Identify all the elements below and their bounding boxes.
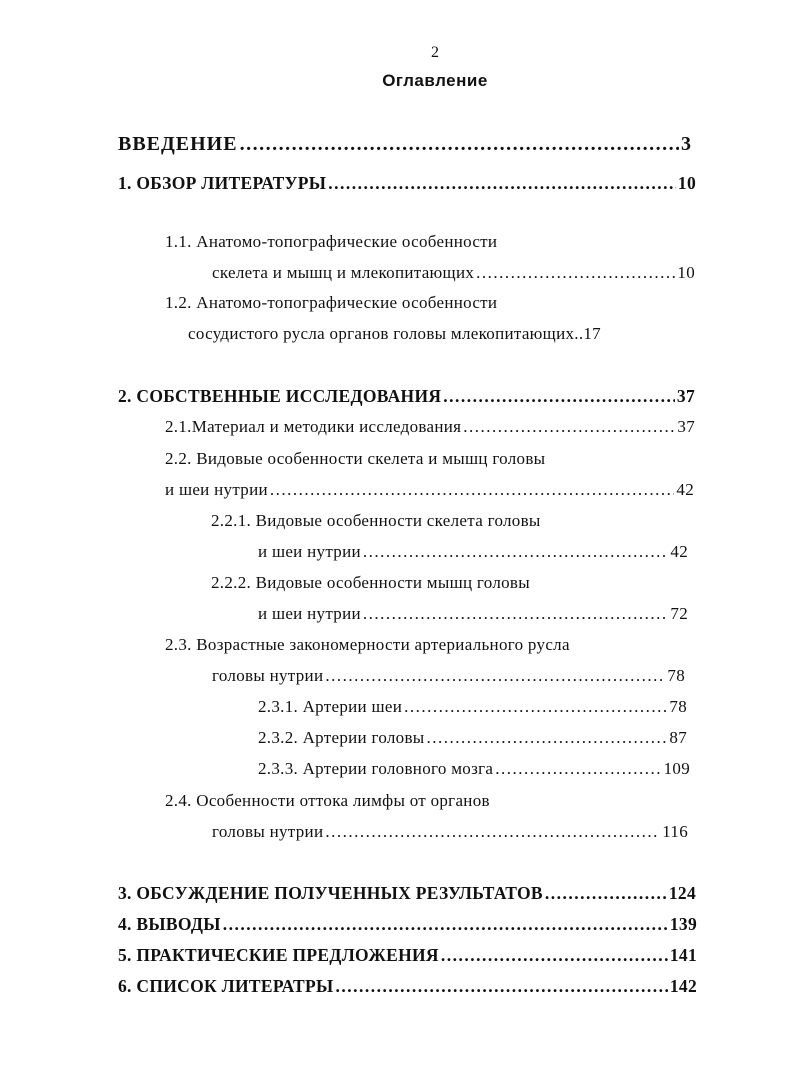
toc-page: 87 — [669, 728, 687, 747]
leader-dots — [223, 913, 668, 935]
toc-label: скелета и мышц и млекопитающих — [212, 263, 475, 282]
toc-label: 3. ОБСУЖДЕНИЕ ПОЛУЧЕННЫХ РЕЗУЛЬТАТОВ — [118, 883, 543, 903]
leader-dots — [404, 696, 667, 718]
toc-entry-introduction[interactable] — [118, 133, 692, 155]
toc-entry-2-2-line1: 2.2. Видовые особенности скелета и мышц головы — [165, 449, 546, 468]
toc-label: и шеи нутрии — [165, 480, 268, 499]
toc-label: и шеи нутрии — [258, 604, 361, 623]
page-title: Оглавление — [382, 71, 488, 90]
toc-entry-2-2-2-line1: 2.2.2. Видовые особенности мышц головы — [211, 573, 530, 592]
leader-dots — [441, 944, 668, 966]
toc-label: и шеи нутрии — [258, 542, 361, 561]
toc-page: 42 — [670, 542, 688, 561]
toc-entry-2-3-3[interactable] — [258, 758, 690, 780]
toc-entry-2-2[interactable] — [165, 479, 694, 501]
toc-page: 10 — [677, 263, 695, 282]
leader-dots — [476, 262, 675, 284]
toc-page: 78 — [667, 666, 685, 685]
toc-entry-chapter-2[interactable] — [118, 385, 695, 407]
toc-entry-2-3-2[interactable] — [258, 727, 687, 749]
toc-page: 116 — [662, 822, 688, 841]
toc-page: 37 — [677, 417, 695, 436]
toc-entry-1-1[interactable] — [212, 262, 695, 284]
leader-dots — [240, 133, 679, 155]
page-number: 2 — [431, 44, 439, 61]
toc-page: 141 — [669, 945, 697, 965]
toc-label: 2.3.1. Артерии шеи — [258, 697, 403, 716]
toc-page: 109 — [663, 759, 690, 778]
toc-entry-2-3[interactable] — [212, 665, 685, 687]
toc-page: 72 — [670, 604, 688, 623]
toc-label: 2. СОБСТВЕННЫЕ ИССЛЕДОВАНИЯ — [118, 386, 442, 406]
leader-dots — [325, 665, 665, 687]
toc-entry-1-2[interactable]: сосудистого русла органов головы млекопитающих..17 — [188, 324, 601, 343]
toc-label: 2.3.3. Артерии головного мозга — [258, 759, 494, 778]
leader-dots — [363, 541, 669, 563]
toc-page: 42 — [676, 480, 694, 499]
toc-entry-chapter-6[interactable] — [118, 975, 697, 997]
leader-dots — [328, 172, 676, 194]
toc-page: 124 — [668, 883, 696, 903]
toc-entry-2-2-1[interactable] — [258, 541, 688, 563]
toc-entry-2-3-1[interactable] — [258, 696, 687, 718]
toc-page: 139 — [669, 914, 697, 934]
leader-dots — [335, 975, 667, 997]
toc-entry-2-1[interactable] — [165, 416, 695, 438]
leader-dots — [463, 416, 675, 438]
toc-label: головы нутрии — [212, 666, 324, 685]
toc-label: 4. ВЫВОДЫ — [118, 914, 221, 934]
toc-page: 78 — [669, 697, 687, 716]
toc-entry-2-2-1-line1: 2.2.1. Видовые особенности скелета головы — [211, 511, 541, 530]
toc-page: 3 — [681, 133, 692, 155]
toc-entry-2-2-2[interactable] — [258, 603, 688, 625]
toc-label: 2.1.Материал и методики исследования — [165, 417, 462, 436]
toc-page: 37 — [676, 386, 695, 406]
toc-label: 5. ПРАКТИЧЕСКИЕ ПРЕДЛОЖЕНИЯ — [118, 945, 439, 965]
toc-entry-2-3-line1: 2.3. Возрастные закономерности артериального русла — [165, 635, 570, 654]
toc-entry-2-4[interactable] — [212, 821, 688, 843]
toc-page: 142 — [669, 976, 697, 996]
toc-entry-1-1-line1: 1.1. Анатомо-топографические особенности — [165, 232, 498, 251]
leader-dots — [443, 385, 675, 407]
toc-label: 6. СПИСОК ЛИТЕРАТРЫ — [118, 976, 334, 996]
toc-entry-chapter-4[interactable] — [118, 913, 697, 935]
toc-label: 1. ОБЗОР ЛИТЕРАТУРЫ — [118, 173, 327, 193]
toc-entry-chapter-1[interactable] — [118, 172, 696, 194]
toc-label: головы нутрии — [212, 822, 324, 841]
leader-dots — [495, 758, 661, 780]
leader-dots — [363, 603, 669, 625]
leader-dots — [545, 882, 667, 904]
leader-dots — [427, 727, 668, 749]
toc-entry-1-2-line1: 1.2. Анатомо-топографические особенности — [165, 293, 498, 312]
toc-entry-chapter-3[interactable] — [118, 882, 696, 904]
toc-entry-chapter-5[interactable] — [118, 944, 697, 966]
toc-label: 2.3.2. Артерии головы — [258, 728, 425, 747]
toc-entry-2-4-line1: 2.4. Особенности оттока лимфы от органов — [165, 791, 490, 810]
leader-dots — [270, 479, 675, 501]
toc-label: ВВЕДЕНИЕ — [118, 133, 238, 155]
toc-page: 10 — [677, 173, 696, 193]
leader-dots — [325, 821, 660, 843]
